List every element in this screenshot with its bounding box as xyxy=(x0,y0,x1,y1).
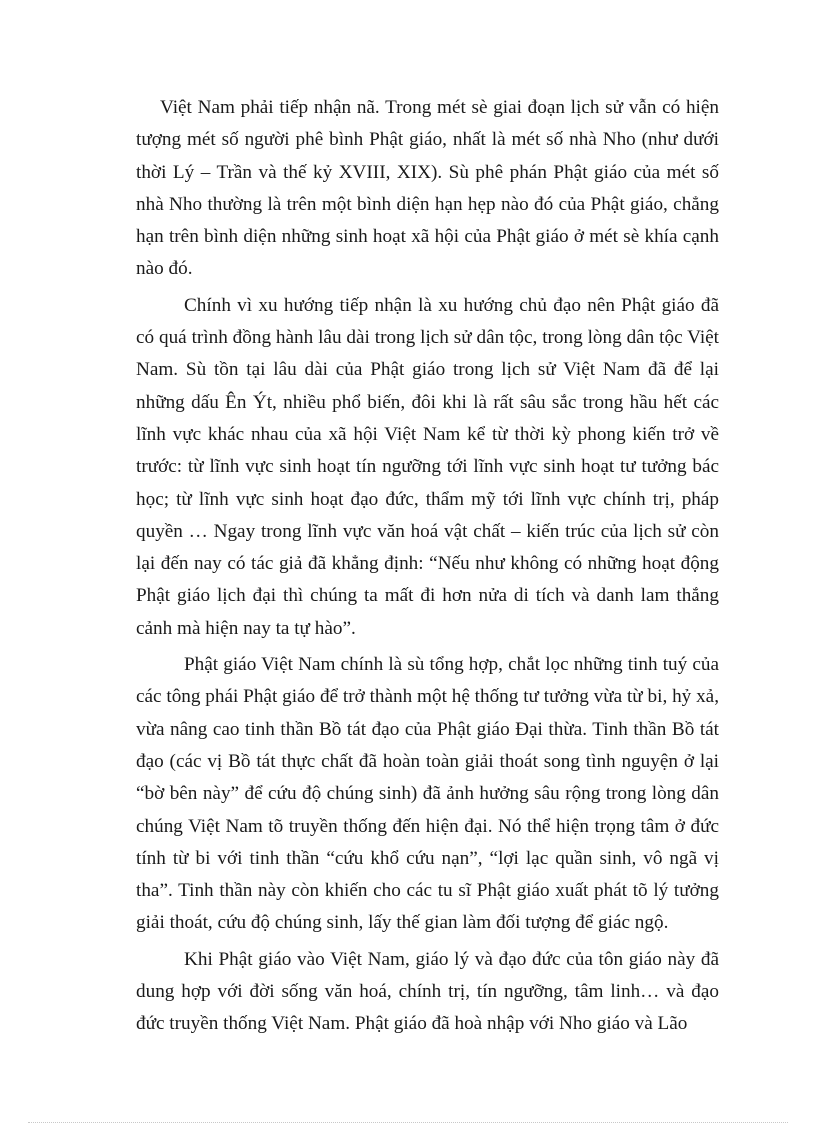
paragraph-2: Chính vì xu hướng tiếp nhận là xu hướng chủ đạo nên Phật giáo đã có quá trình đồng hành lâu dài trong lịch sử dân tộc, trong lòng dân tộc Việt Nam. Sù tồn tại lâu dài của Phật giáo trong lịch sử Việt Nam đã để lại những dấu Ên Ýt, nhiều phổ biến, đôi khi là rất sâu sắc trong hầu hết các lĩnh vực khác nhau của xã hội Việt Nam kể từ thời kỳ phong kiến trở về trước: từ lĩnh vực sinh hoạt tín ngưỡng tới lĩnh vực sinh hoạt tư tưởng bác học; từ lĩnh vực sinh hoạt đạo đức, thẩm mỹ tới lĩnh vực chính trị, pháp quyền … Ngay trong lĩnh vực văn hoá vật chất – kiến trúc của lịch sử còn lại đến nay có tác giả đã khẳng định: “Nếu như không có những hoạt động Phật giáo lịch đại thì chúng ta mất đi hơn nửa di tích và danh lam thắng cảnh mà hiện nay ta tự hào”. xyxy=(136,294,719,639)
paragraph-3: Phật giáo Việt Nam chính là sù tổng hợp, chắt lọc những tinh tuý của các tông phái Phật giáo để trở thành một hệ thống tư tưởng vừa từ bi, hỷ xả, vừa nâng cao tinh thần Bồ tát đạo của Phật giáo Đại thừa. Tinh thần Bồ tát đạo (các vị Bồ tát thực chất đã hoàn toàn giải thoát song tình nguyện ở lại “bờ bên này” để cứu độ chúng sinh) đã ảnh hưởng sâu rộng trong lòng dân chúng Việt Nam tõ truyền thống đến hiện đại. Nó thể hiện trọng tâm ở đức tính từ bi với tinh thần “cứu khổ cứu nạn”, “lợi lạc quần sinh, vô ngã vị tha”. Tinh thần này còn khiến cho các tu sĩ Phật giáo xuất phát tõ lý tưởng giải thoát, cứu độ chúng sinh, lấy thế gian làm đối tượng để giác ngộ. xyxy=(136,654,719,934)
paragraph-1: Việt Nam phải tiếp nhận nã. Trong mét sè giai đoạn lịch sử vẫn có hiện tượng mét số người phê bình Phật giáo, nhất là mét số nhà Nho (như dưới thời Lý – Trần và thế kỷ XVIII, XIX). Sù phê phán Phật giáo của mét số nhà Nho thường là trên một bình diện hạn hẹp nào đó của Phật giáo, chẳng hạn trên bình diện những sinh hoạt xã hội của Phật giáo ở mét sè khía cạnh nào đó. xyxy=(136,97,719,280)
document-body xyxy=(136,92,719,1041)
paragraph-4: Khi Phật giáo vào Việt Nam, giáo lý và đạo đức của tôn giáo này đã dung hợp với đời sống văn hoá, chính trị, tín ngưỡng, tâm linh… và đạo đức truyền thống Việt Nam. Phật giáo đã hoà nhập với Nho giáo và Lão xyxy=(136,948,719,1035)
